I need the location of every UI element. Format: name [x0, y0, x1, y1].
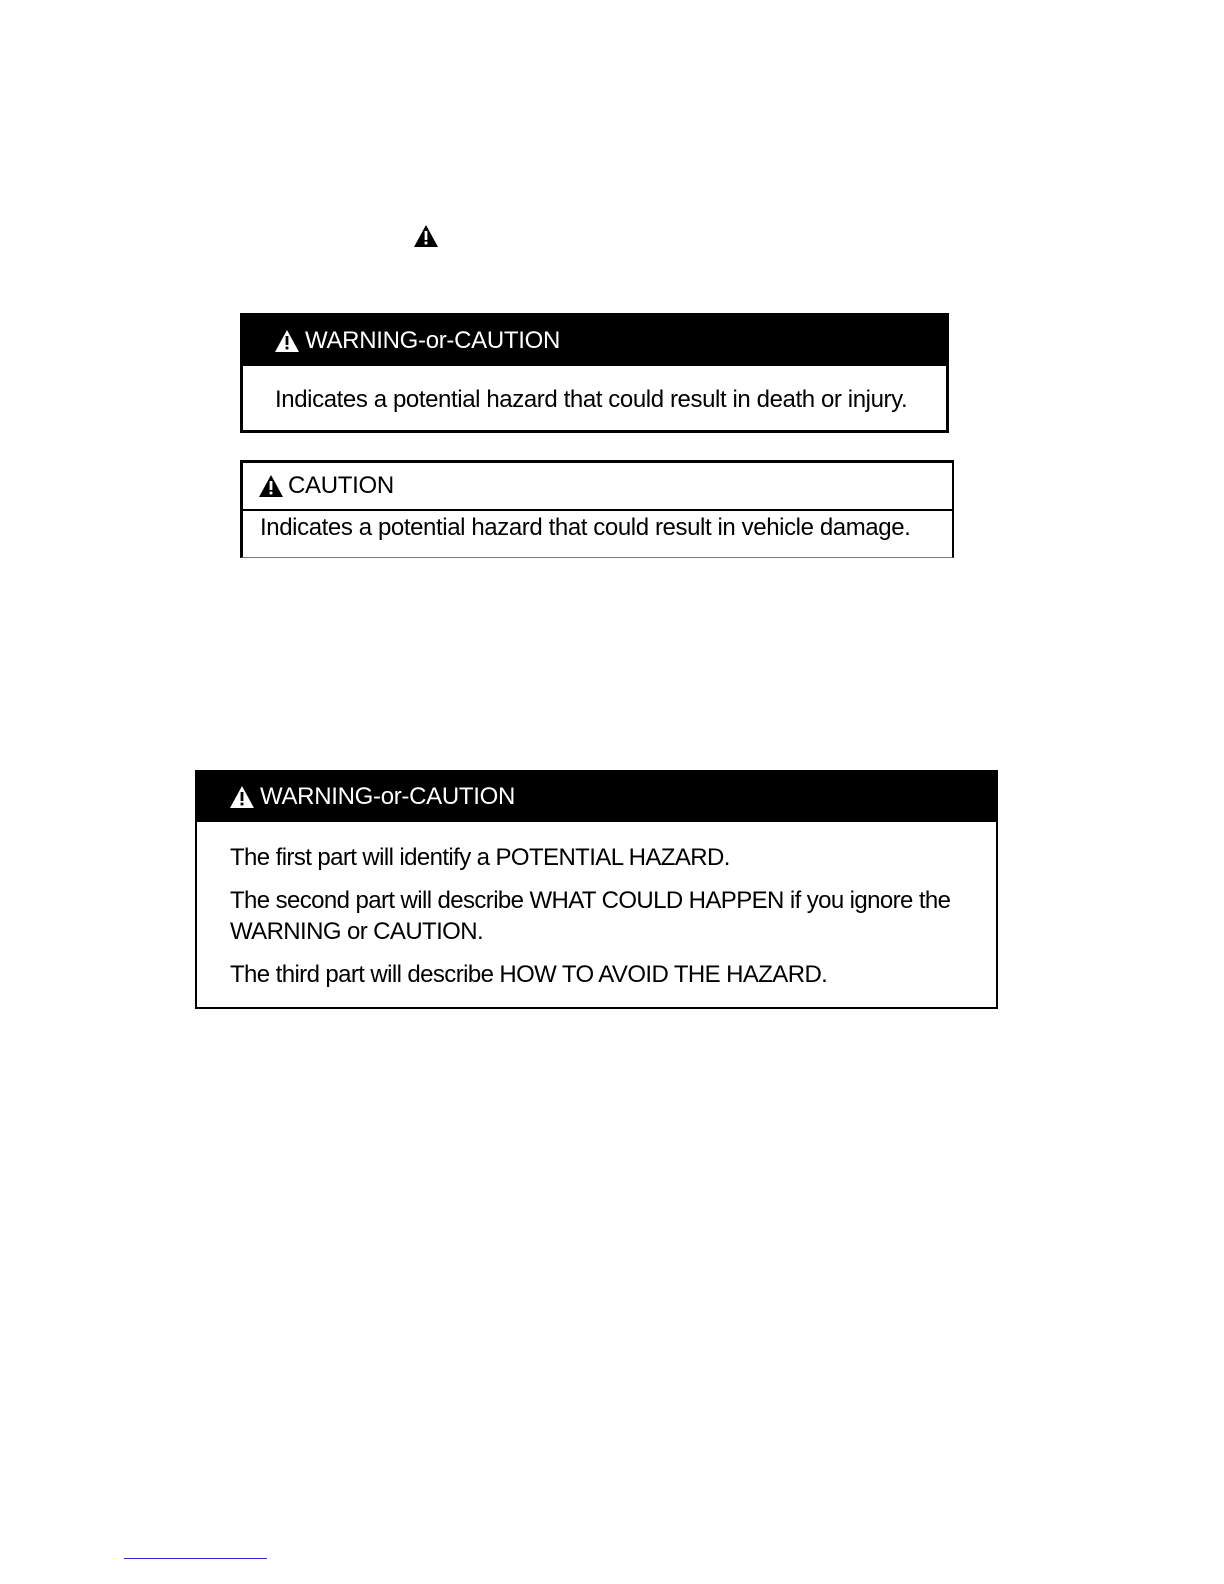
warning-triangle-icon [275, 330, 299, 352]
warning-structure-header [197, 772, 996, 822]
structure-line-first: The first part will identify a POTENTIAL HAZARD. [230, 844, 730, 871]
warning-caution-header-label: WARNING-or-CAUTION [305, 327, 561, 354]
caution-header-label: CAUTION [288, 472, 394, 499]
warning-caution-definition-box [240, 313, 949, 433]
caution-description: Indicates a potential hazard that could result in vehicle damage. [260, 514, 911, 541]
warning-triangle-icon [230, 786, 254, 808]
warning-triangle-icon [259, 475, 283, 497]
warning-caution-header [243, 316, 946, 366]
structure-line-third: The third part will describe HOW TO AVOID THE HAZARD. [230, 961, 828, 988]
warning-structure-body [197, 822, 996, 990]
footnote-separator [124, 1558, 267, 1559]
caution-definition-box [240, 460, 954, 558]
warning-triangle-icon [414, 225, 438, 247]
warning-structure-header-label: WARNING-or-CAUTION [260, 783, 516, 810]
caution-header [243, 463, 952, 511]
structure-line-second: The second part will describe WHAT COULD HAPPEN if you ignore the WARNING or CAUTION. [230, 887, 951, 945]
warning-caution-description: Indicates a potential hazard that could result in death or injury. [275, 386, 908, 413]
warning-structure-box [195, 770, 998, 1009]
